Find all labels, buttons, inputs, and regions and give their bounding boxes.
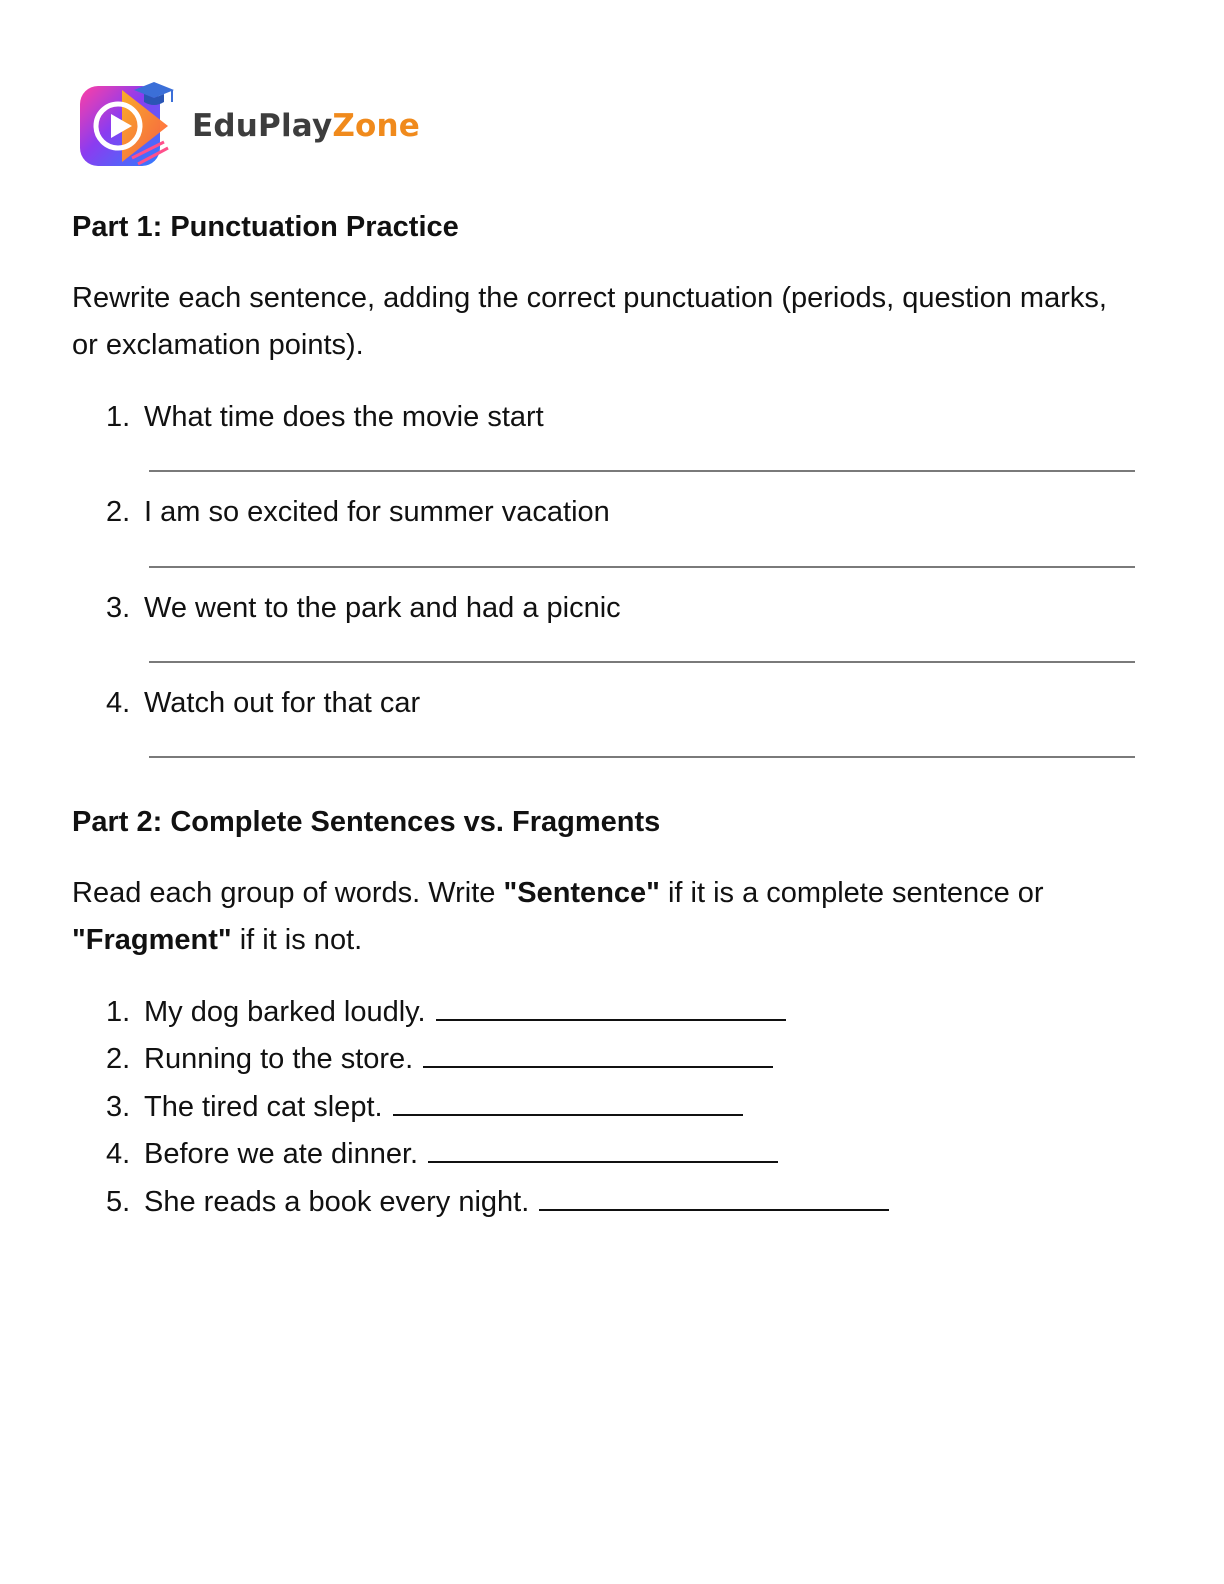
instructions-fragment-keyword: "Fragment" [72,924,232,956]
brand-name [192,108,420,144]
item-phrase-text: She reads a book every night. [144,1186,530,1218]
item-sentence: Watch out for that car [144,687,421,719]
item-sentence: I am so excited for summer vacation [144,496,610,528]
answer-line[interactable] [149,661,1135,663]
answer-blank[interactable] [393,1090,743,1116]
item-phrase-text: My dog barked loudly. [144,996,426,1028]
item-number: 5. [106,1186,131,1218]
item-phrase-text: Running to the store. [144,1043,414,1075]
answer-blank[interactable] [539,1185,889,1211]
part2-item [0,1137,1224,1177]
answer-line[interactable] [149,470,1135,472]
part1-instructions: Rewrite each sentence, adding the correct punctuation (periods, question marks, or exclamation points). [72,282,1107,361]
brand-logo [78,80,420,172]
item-number: 4. [106,1138,131,1170]
item-number: 2. [106,496,131,528]
item-phrase [144,1137,778,1171]
part2-instructions [72,870,1132,964]
part2-heading: Part 2: Complete Sentences vs. Fragments [72,806,661,838]
item-sentence: We went to the park and had a picnic [144,592,621,624]
part2-item [0,995,1224,1035]
item-number: 1. [106,401,131,433]
item-phrase-text: The tired cat slept. [144,1091,383,1123]
part2-item [0,1090,1224,1130]
item-number: 2. [106,1043,131,1075]
part2-item [0,1042,1224,1082]
brand-name-edu-play: EduPlay [192,108,333,144]
part2-item [0,1185,1224,1225]
item-number: 3. [106,592,131,624]
item-phrase [144,1042,773,1076]
item-phrase [144,1090,743,1124]
item-number: 1. [106,996,131,1028]
item-number: 4. [106,687,131,719]
answer-blank[interactable] [436,995,786,1021]
item-sentence: What time does the movie start [144,401,544,433]
instructions-text: Read each group of words. Write [72,877,504,909]
answer-line[interactable] [149,566,1135,568]
instructions-sentence-keyword: "Sentence" [503,877,660,909]
part1-heading: Part 1: Punctuation Practice [72,211,459,243]
play-logo-icon [78,80,178,172]
item-phrase-text: Before we ate dinner. [144,1138,419,1170]
item-phrase [144,995,786,1029]
instructions-text: if it is a complete sentence or [659,877,1044,909]
instructions-text: if it is not. [231,924,363,956]
item-number: 3. [106,1091,131,1123]
item-phrase [144,1185,889,1219]
answer-blank[interactable] [423,1042,773,1068]
answer-line[interactable] [149,756,1135,758]
answer-blank[interactable] [428,1137,778,1163]
brand-name-zone: Zone [332,108,421,144]
